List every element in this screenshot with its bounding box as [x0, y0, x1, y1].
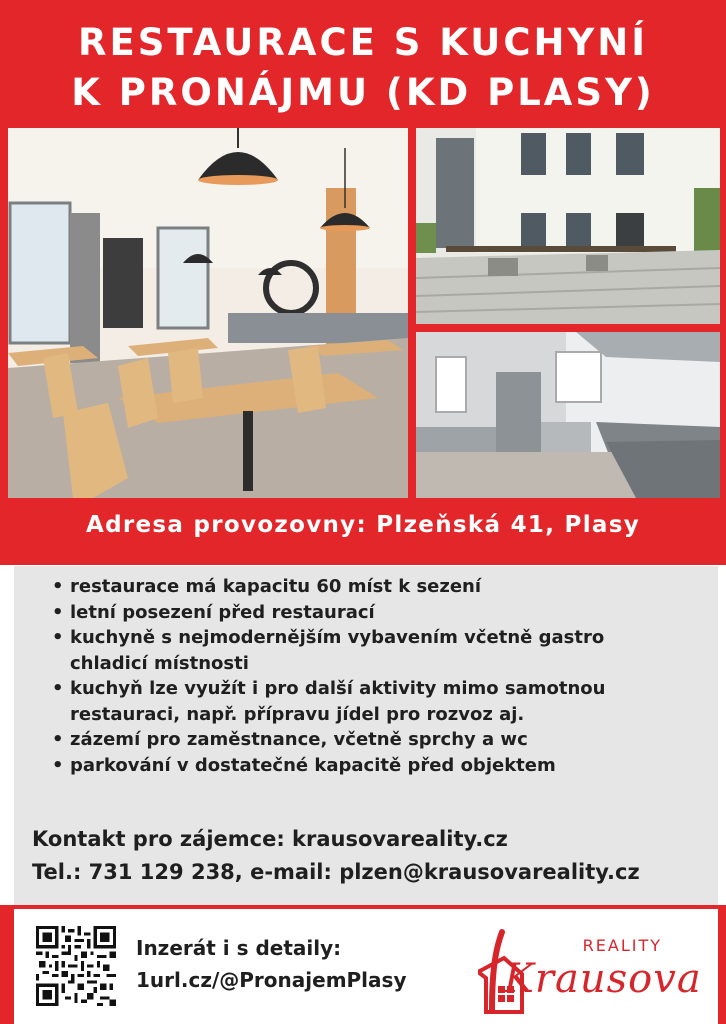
- logo-reality-text: REALITY: [582, 936, 662, 955]
- krausova-reality-logo: [470, 918, 700, 1018]
- list-item: • kuchyně s nejmodernějším vybavením včetně gastro: [52, 625, 712, 651]
- features-list: [52, 574, 712, 778]
- promo-text: [136, 932, 406, 996]
- restaurant-interior-photo: [8, 128, 408, 498]
- logo-name-text: Krausova: [504, 956, 702, 1002]
- bullet: •: [52, 754, 64, 776]
- list-item: • parkování v dostatečné kapacitě před objektem: [52, 753, 712, 779]
- promo-link[interactable]: 1url.cz/@PronajemPlasy: [136, 968, 407, 992]
- promo-line-1: Inzerát i s detaily:: [136, 936, 342, 960]
- address: Adresa provozovny: Plzeňská 41, Plasy: [86, 512, 640, 538]
- list-item: • restaurace má kapacitu 60 míst k sezení: [52, 574, 712, 600]
- list-item-continuation: chladicí místnosti: [70, 652, 249, 674]
- bottom-frame-top: [0, 905, 726, 909]
- bullet: •: [52, 627, 64, 648]
- title-line-1: RESTAURACE S KUCHYNÍ: [78, 21, 648, 64]
- list-item: • kuchyň lze využít i pro další aktivity mimo samotnou: [52, 676, 712, 702]
- bottom-frame-left: [0, 906, 14, 1024]
- title-line-2: K PRONÁJMU (KD PLASY): [71, 71, 655, 114]
- bullet: •: [52, 601, 64, 623]
- list-item: • letní posezení před restaurací: [52, 600, 712, 626]
- contact-website[interactable]: Kontakt pro zájemce: krausovareality.cz: [32, 827, 508, 851]
- list-item: • zázemí pro zaměstnance, včetně sprchy a wc: [52, 727, 712, 753]
- contact-phone-email[interactable]: Tel.: 731 129 238, e-mail: plzen@krausovareality.cz: [32, 860, 640, 884]
- bullet: •: [52, 729, 64, 750]
- bullet: •: [52, 678, 64, 699]
- list-item-continuation: restauraci, např. přípravu jídel pro rozvoz aj.: [70, 703, 525, 725]
- bottom-frame-right: [718, 906, 726, 1024]
- page-title: [0, 18, 726, 118]
- building-exterior-photo: [416, 128, 720, 324]
- contact-block: [32, 823, 712, 889]
- kitchen-photo: [416, 332, 720, 498]
- bullet: •: [52, 576, 64, 597]
- qr-code[interactable]: [36, 926, 116, 1006]
